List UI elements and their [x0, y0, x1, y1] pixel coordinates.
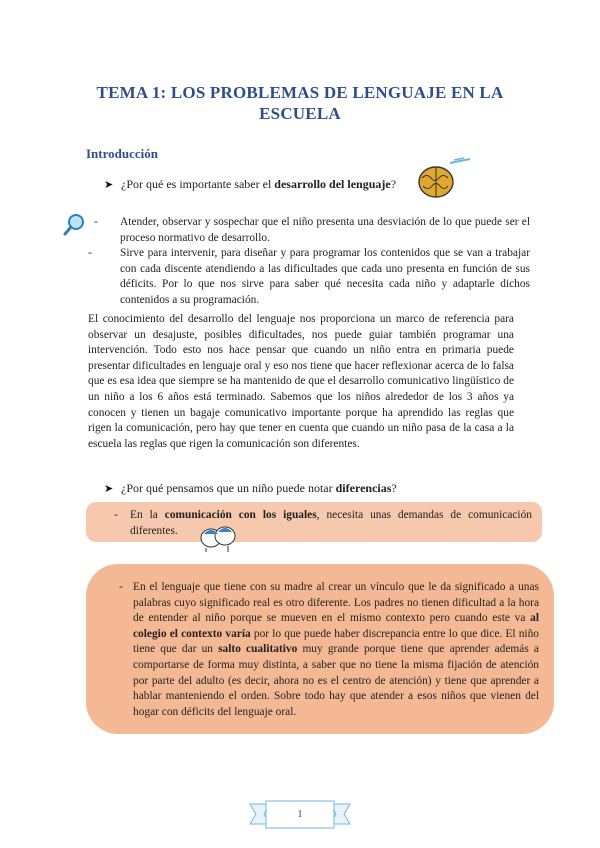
box-mother-text-1: En el lenguaje que tiene con su madre al crear un vínculo que le da significado a unas palabras cuyo significado real es otro diferente. Los padres no tienen dificultad a la hora de entender al niño porque se mueven en el mismo contexto pero cuando este va [133, 581, 539, 625]
body-paragraph: El conocimiento del desarrollo del lenguaje nos proporciona un marco de referencia para observar un desajuste, posibles dificultades, nos puede guiar también programar una intervención. Todo esto nos hace pensar que cuando un niño entra en primaria puede presentar dificultades en lenguaje oral y eso nos tiene que hacer reflexionar acerca de lo falsa que es esa idea que siempre se ha mantenido de que el desarrollo comunicativo lingüístico de un niño a los 6 años está terminado. Sabemos que los niños alrededor de los 3 años ya conocen y tienen un bagaje comunicativo importante porque ha aprendido las reglas que rigen la comunicación, pero hay que tener en cuenta que cuando un niño pasa de la casa a la escuela las reglas que rigen la comunicación son diferentes. [88, 313, 514, 450]
arrow-bullet-icon: ➤ [104, 179, 114, 191]
question-1-emphasis: desarrollo del lenguaje [274, 177, 391, 191]
children-icon [198, 524, 238, 552]
box-peers-text-start: En la [130, 509, 165, 521]
box-mother-text-3: muy grande porque tiene que aprender además a comportarse de forma muy distinta, a saber que no tiene la misma fijación de atención por parte del adulto (es decir, ahora no es el centro de atención) y tiene que aprender a hablar manteniendo el orden. Sobre todo hay que atender a esos niños que vienen del hogar con déficits del lenguaje oral. [133, 643, 539, 718]
bullet-item-1 [94, 215, 530, 246]
question-1-text: ¿Por qué es importante saber el [121, 177, 275, 191]
bullet-marker: - [114, 509, 118, 521]
question-2-text: ¿Por qué pensamos que un niño puede notar [121, 481, 336, 495]
box-peers-text-end: , necesita unas demandas de comunicación diferentes. [130, 509, 532, 537]
page-title: TEMA 1: LOS PROBLEMAS DE LENGUAJE EN LA ESCUELA [96, 83, 504, 123]
arrow-bullet-icon: ➤ [104, 483, 114, 495]
question-2-end: ? [391, 481, 397, 495]
box-mother-text-2: por lo que puede haber discrepancia entre lo que dice. El niño tiene que dar un [133, 627, 539, 656]
brain-icon [414, 156, 474, 202]
question-2-emphasis: diferencias [335, 481, 392, 495]
box-mother-emphasis-2: salto cualitativo [218, 643, 298, 656]
box-mother-text [119, 580, 539, 720]
box-peers-text [114, 508, 532, 539]
bullet-marker: - [88, 247, 92, 259]
page-number: 1 [297, 808, 303, 820]
section-heading: Introducción [86, 146, 158, 161]
box-peers-emphasis: comunicación con los iguales [164, 509, 317, 521]
bullet-marker: - [94, 216, 98, 228]
bullet-text: Atender, observar y sospechar que el niño presenta una desviación de lo que puede ser el proceso normativo de desarrollo. [120, 216, 530, 244]
magnifier-icon [62, 212, 88, 238]
question-1 [104, 176, 396, 193]
bullet-item-2 [88, 246, 530, 308]
bullet-marker: - [119, 581, 123, 593]
question-1-end: ? [390, 177, 397, 191]
question-2 [104, 480, 397, 497]
bullet-text: Sirve para intervenir, para diseñar y para programar los contenidos que se van a trabajar con cada discente atendiendo a las dificultades que cada uno presenta en función de sus déficits. Por lo que nos sirve para saber qué necesita cada niño y adaptarle dichos contenidos a su programación. [120, 247, 530, 306]
box-mother-emphasis-1: al colegio el contexto varía [133, 612, 539, 640]
